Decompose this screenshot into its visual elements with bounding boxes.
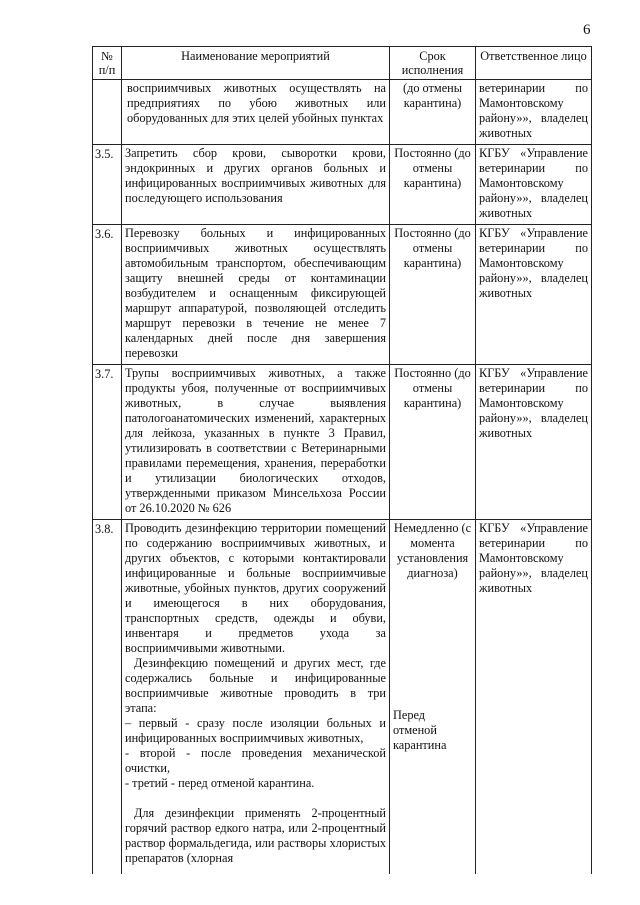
row-num: 3.6. xyxy=(93,225,122,365)
row-action-paragraph: Проводить дезинфекцию территории помещений по содержанию восприимчивых животных, и других объектов, с которыми контактировали инфицированные и больные восприимчивые животные, убойных пунктов, других сооружений и имеющегося в них оборудования, транспортных средств, одежды и обуви, инвентаря и предметов ухода за восприимчивыми животными. xyxy=(125,521,386,655)
row-action-text: восприимчивых животных осуществлять на предприятиях по убою животных или оборудованных для этих целей убойных пунктах xyxy=(127,81,386,125)
row-action-paragraph: - второй - после проведения механической очистки, xyxy=(125,746,386,775)
row-term: Постоянно (до отмены карантина) xyxy=(390,365,476,520)
table-row xyxy=(93,365,592,520)
table-row xyxy=(93,520,592,875)
header-term: Срок исполнения xyxy=(390,47,476,80)
row-action-text: Запретить сбор крови, сыворотки крови, эндокринных и других органов больных и инфицированных восприимчивых животных для последующего использования xyxy=(125,146,386,205)
row-action-paragraph: Дезинфекцию помещений и других мест, где содержались больные и инфицированные восприимчивые животные проводить в три этапа: xyxy=(125,656,386,715)
row-num: 3.8. xyxy=(93,520,122,875)
table-row xyxy=(93,145,592,225)
row-num xyxy=(93,80,122,145)
header-num: № п/п xyxy=(93,47,122,80)
row-term: Постоянно (до отмены карантина) xyxy=(390,145,476,225)
header-action: Наименование мероприятий xyxy=(122,47,390,80)
row-num: 3.5. xyxy=(93,145,122,225)
header-responsible: Ответственное лицо xyxy=(476,47,592,80)
row-term-extra: Перед отменой карантина xyxy=(393,708,447,752)
row-responsible: КГБУ «Управление ветеринарии по Мамонтовскому району»», владелец животных xyxy=(476,225,592,365)
row-action-paragraph: - третий - перед отменой карантина. xyxy=(125,776,315,790)
row-num: 3.7. xyxy=(93,365,122,520)
row-term xyxy=(390,520,476,875)
row-action-text: Перевозку больных и инфицированных восприимчивых животных осуществлять автомобильным транспортом, обеспечивающим защиту внешней среды от контаминации возбудителем и оснащенным фиксирующей маршрут аппаратурой, позволяющей отследить маршрут перевозки в течение не менее 7 календарных дней после дня завершения перевозки xyxy=(125,226,386,360)
row-responsible: КГБУ «Управление ветеринарии по Мамонтовскому району»», владелец животных xyxy=(476,365,592,520)
row-responsible: КГБУ «Управление ветеринарии по Мамонтовскому району»», владелец животных xyxy=(476,145,592,225)
row-action-text: Трупы восприимчивых животных, а также продукты убоя, полученные от восприимчивых животных, в случае выявления патологоанатомических изменений, характерных для лейкоза, указанных в пункте 3 Правил, утилизировать в соответствии с Ветеринарными правилами перемещения, хранения, переработки и утилизации биологических отходов, утвержденными приказом Минсельхоза России от 26.10.2020 № 626 xyxy=(125,366,386,515)
row-responsible: КГБУ «Управление ветеринарии по Мамонтовскому району»», владелец животных xyxy=(476,520,592,875)
row-action-paragraph: – первый - сразу после изоляции больных и инфицированных восприимчивых животных, xyxy=(125,716,386,745)
measures-table xyxy=(92,46,592,874)
page-number: 6 xyxy=(583,22,591,38)
table-header-row xyxy=(93,47,592,80)
row-term: Постоянно (до отмены карантина) xyxy=(390,225,476,365)
row-action xyxy=(122,80,390,145)
table-row xyxy=(93,225,592,365)
paragraph-gap xyxy=(125,791,386,806)
row-action xyxy=(122,365,390,520)
row-term: (до отмены карантина) xyxy=(390,80,476,145)
row-action xyxy=(122,145,390,225)
row-term-text: Немедленно (с момента установления диагноза) xyxy=(393,521,472,580)
row-action xyxy=(122,225,390,365)
row-action-paragraph: Для дезинфекции применять 2-процентный горячий раствор едкого натра, или 2-процентный раствор формальдегида, или растворы хлористых препаратов (хлорная xyxy=(125,806,386,865)
table-row xyxy=(93,80,592,145)
row-responsible: ветеринарии по Мамонтовскому району»», владелец животных xyxy=(476,80,592,145)
row-action xyxy=(122,520,390,875)
